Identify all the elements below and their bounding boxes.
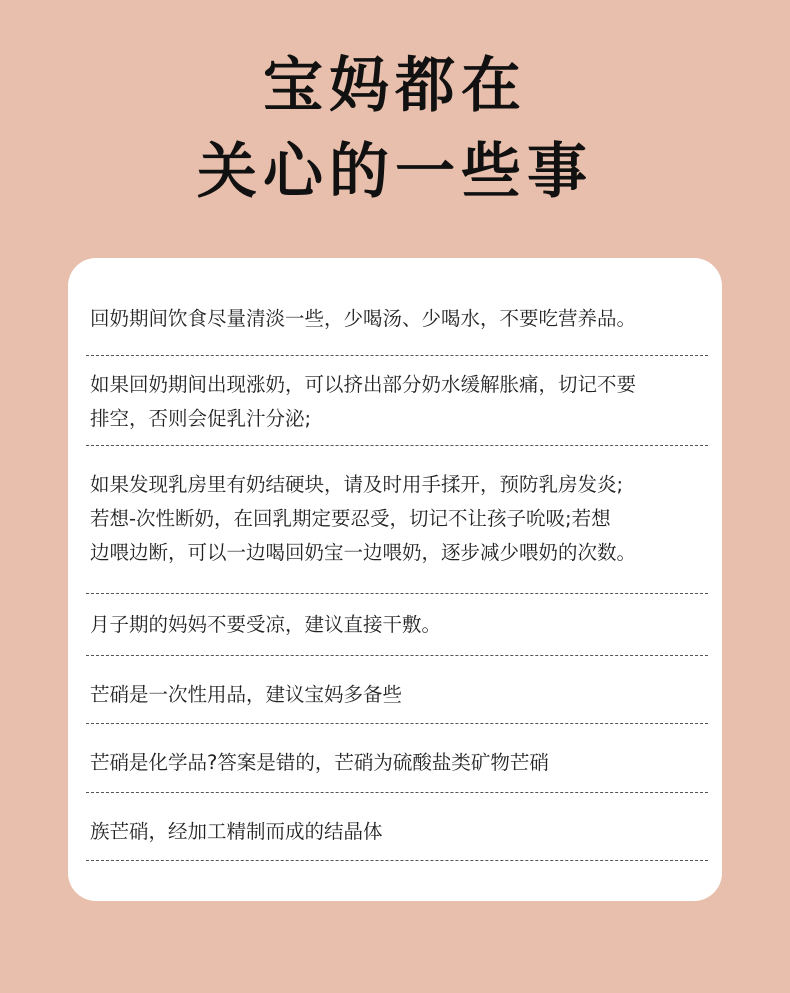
tip-item-4 bbox=[86, 608, 708, 656]
tip-text: 排空，否则会促乳汁分泌; bbox=[90, 407, 312, 430]
tip-item-7 bbox=[86, 815, 708, 861]
page-title-line-1: 宝妈都在 bbox=[263, 51, 527, 121]
tip-text: 若想-次性断奶，在回乳期定要忍受，切记不让孩子吮吸;若想 bbox=[90, 507, 611, 530]
tip-item-6 bbox=[86, 746, 708, 793]
tip-item-3 bbox=[86, 468, 708, 594]
tip-text: 芒硝是化学品?答案是错的，芒硝为硫酸盐类矿物芒硝 bbox=[90, 751, 549, 774]
tip-text: 如果回奶期间出现涨奶，可以挤出部分奶水缓解胀痛，切记不要 bbox=[90, 373, 637, 396]
tip-item-5 bbox=[86, 678, 708, 724]
tip-item-1 bbox=[86, 302, 708, 356]
tip-text: 族芒硝，经加工精制而成的结晶体 bbox=[90, 820, 383, 843]
tips-card bbox=[68, 258, 722, 901]
tip-text: 月子期的妈妈不要受凉，建议直接干敷。 bbox=[90, 613, 442, 636]
tip-text: 边喂边断，可以一边喝回奶宝一边喂奶，逐步减少喂奶的次数。 bbox=[90, 541, 637, 564]
tip-text: 回奶期间饮食尽量清淡一些，少喝汤、少喝水，不要吃营养品。 bbox=[90, 307, 637, 330]
tip-text: 芒硝是一次性用品，建议宝妈多备些 bbox=[90, 683, 403, 706]
tip-item-2 bbox=[86, 368, 708, 446]
page-title-line-2: 关心的一些事 bbox=[197, 137, 593, 207]
tip-text: 如果发现乳房里有奶结硬块，请及时用手揉开，预防乳房发炎; bbox=[90, 473, 624, 496]
